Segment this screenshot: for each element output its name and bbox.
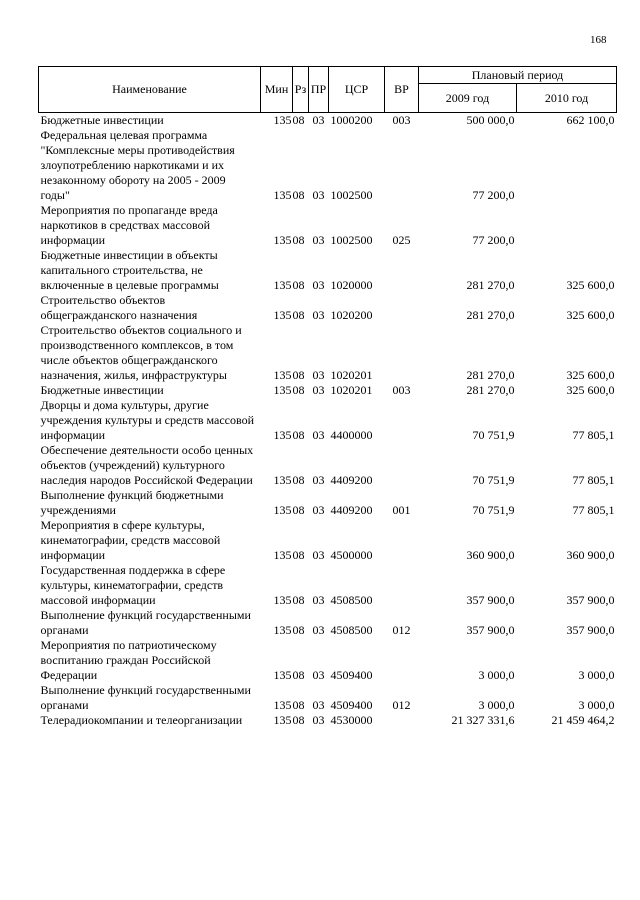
row-name: Строительство объектов социального и производственного комплексов, в том числе объектов общегражданского назначения, жилья, инфраструктуры [40,323,242,382]
row-pr: 03 [312,593,325,607]
header-csr: ЦСР [329,67,385,113]
row-min: 135 [273,383,292,397]
table-row [39,323,617,383]
row-vr: 001 [392,503,411,517]
row-pr: 03 [312,698,325,712]
row-csr: 4508500 [330,593,373,607]
row-csr: 4530000 [330,713,373,727]
header-name: Наименование [39,67,261,113]
row-min: 135 [273,368,292,382]
row-vr: 025 [392,233,411,247]
table-header [39,67,617,113]
row-csr: 4508500 [330,623,373,637]
row-pr: 03 [312,713,325,727]
row-rz: 08 [292,593,305,607]
page-number: 168 [590,34,607,46]
table-row [39,608,617,638]
row-pr: 03 [312,383,325,397]
row-vr: 012 [392,698,411,712]
row-pr: 03 [312,503,325,517]
budget-table [38,66,617,728]
header-year-2009: 2009 год [419,84,517,113]
row-csr: 4400000 [330,428,373,442]
row-pr: 03 [312,548,325,562]
row-rz: 08 [292,428,305,442]
row-csr: 1002500 [330,188,373,202]
row-csr: 1000200 [330,113,373,127]
row-amount-2010: 77 805,1 [572,503,615,517]
row-amount-2010: 77 805,1 [572,428,615,442]
row-amount-2010: 3 000,0 [578,698,615,712]
table-row [39,713,617,728]
row-amount-2009: 281 270,0 [466,308,515,322]
row-pr: 03 [312,473,325,487]
row-name: Государственная поддержка в сфере культуры, кинематографии, средств массовой информации [40,563,226,607]
row-amount-2009: 77 200,0 [472,233,515,247]
row-amount-2010: 21 459 464,2 [551,713,615,727]
row-amount-2010: 3 000,0 [578,668,615,682]
row-amount-2009: 281 270,0 [466,368,515,382]
row-name: Бюджетные инвестиции [40,113,164,127]
row-pr: 03 [312,188,325,202]
row-vr [385,323,419,383]
row-pr: 03 [312,278,325,292]
row-amount-2009: 70 751,9 [472,473,515,487]
row-amount-2009: 281 270,0 [466,383,515,397]
row-csr: 4409200 [330,473,373,487]
header-rz: Рз [293,67,309,113]
row-name: Дворцы и дома культуры, другие учреждения культуры и средств массовой информации [40,398,254,442]
row-name: Выполнение функций государственными органами [40,683,251,712]
row-pr: 03 [312,113,325,127]
row-name: Мероприятия по патриотическому воспитанию граждан Российской Федерации [40,638,217,682]
row-min: 135 [273,473,292,487]
row-min: 135 [273,233,292,247]
row-min: 135 [273,113,292,127]
row-csr: 4500000 [330,548,373,562]
row-amount-2010 [517,203,617,248]
row-amount-2009: 3 000,0 [478,698,515,712]
row-pr: 03 [312,428,325,442]
row-amount-2009: 500 000,0 [466,113,515,127]
row-name: Федеральная целевая программа "Комплексные меры противодействия злоупотреблению наркотиками и их незаконному обороту на 2005 - 2009 годы" [40,128,235,202]
row-rz: 08 [292,368,305,382]
row-amount-2010: 325 600,0 [566,368,615,382]
row-vr [385,443,419,488]
table-row [39,518,617,563]
row-rz: 08 [292,383,305,397]
row-amount-2009: 357 900,0 [466,593,515,607]
row-min: 135 [273,593,292,607]
row-amount-2009: 70 751,9 [472,503,515,517]
header-planned-period: Плановый период [419,67,617,84]
row-amount-2010: 360 900,0 [566,548,615,562]
row-amount-2010: 357 900,0 [566,623,615,637]
row-amount-2009: 21 327 331,6 [451,713,515,727]
header-year-2010: 2010 год [517,84,617,113]
row-pr: 03 [312,623,325,637]
row-pr: 03 [312,233,325,247]
row-min: 135 [273,713,292,727]
row-rz: 08 [292,623,305,637]
row-min: 135 [273,428,292,442]
row-amount-2010: 77 805,1 [572,473,615,487]
row-rz: 08 [292,668,305,682]
row-vr: 003 [392,383,411,397]
row-amount-2009: 360 900,0 [466,548,515,562]
table-row [39,113,617,129]
row-vr [385,563,419,608]
row-vr [385,128,419,203]
row-amount-2010: 662 100,0 [566,113,615,127]
row-vr [385,518,419,563]
row-min: 135 [273,278,292,292]
row-rz: 08 [292,503,305,517]
row-csr: 1002500 [330,233,373,247]
row-name: Мероприятия по пропаганде вреда наркотиков в средствах массовой информации [40,203,218,247]
row-rz: 08 [292,548,305,562]
row-amount-2010: 325 600,0 [566,383,615,397]
row-vr: 003 [392,113,411,127]
row-amount-2010 [517,128,617,203]
header-min: Мин [261,67,293,113]
row-csr: 1020200 [330,308,373,322]
row-min: 135 [273,548,292,562]
row-rz: 08 [292,188,305,202]
row-amount-2009: 77 200,0 [472,188,515,202]
row-min: 135 [273,503,292,517]
table-row [39,293,617,323]
row-amount-2010: 325 600,0 [566,278,615,292]
row-vr [385,398,419,443]
table-row [39,683,617,713]
table-row [39,443,617,488]
row-name: Мероприятия в сфере культуры, кинематографии, средств массовой информации [40,518,221,562]
row-amount-2010: 325 600,0 [566,308,615,322]
row-min: 135 [273,623,292,637]
header-pr: ПР [309,67,329,113]
row-min: 135 [273,668,292,682]
row-name: Выполнение функций бюджетными учреждениями [40,488,224,517]
row-csr: 1020201 [330,368,373,382]
row-name: Телерадиокомпании и телеорганизации [40,713,243,727]
table-row [39,488,617,518]
row-amount-2009: 281 270,0 [466,278,515,292]
row-amount-2009: 70 751,9 [472,428,515,442]
row-pr: 03 [312,668,325,682]
table-row [39,248,617,293]
row-min: 135 [273,698,292,712]
row-vr: 012 [392,623,411,637]
table-row [39,203,617,248]
row-name: Строительство объектов общегражданского назначения [40,293,198,322]
table-row [39,128,617,203]
row-rz: 08 [292,113,305,127]
row-name: Обеспечение деятельности особо ценных объектов (учреждений) культурного наследия народов Российской Федерации [40,443,254,487]
row-amount-2009: 3 000,0 [478,668,515,682]
row-rz: 08 [292,473,305,487]
table-row [39,398,617,443]
row-csr: 1020000 [330,278,373,292]
row-vr [385,638,419,683]
row-rz: 08 [292,278,305,292]
row-csr: 4509400 [330,698,373,712]
row-csr: 1020201 [330,383,373,397]
row-amount-2010: 357 900,0 [566,593,615,607]
row-name: Бюджетные инвестиции в объекты капитального строительства, не включенные в целевые программы [40,248,219,292]
row-amount-2009: 357 900,0 [466,623,515,637]
row-name: Выполнение функций государственными органами [40,608,251,637]
row-csr: 4509400 [330,668,373,682]
row-pr: 03 [312,368,325,382]
row-rz: 08 [292,713,305,727]
row-rz: 08 [292,698,305,712]
row-pr: 03 [312,308,325,322]
table-row [39,383,617,398]
row-name: Бюджетные инвестиции [40,383,164,397]
table-body [39,113,617,729]
row-vr [385,713,419,728]
row-min: 135 [273,188,292,202]
row-rz: 08 [292,308,305,322]
header-vr: ВР [385,67,419,113]
table-row [39,638,617,683]
row-min: 135 [273,308,292,322]
table-row [39,563,617,608]
row-csr: 4409200 [330,503,373,517]
row-vr [385,293,419,323]
row-vr [385,248,419,293]
row-rz: 08 [292,233,305,247]
